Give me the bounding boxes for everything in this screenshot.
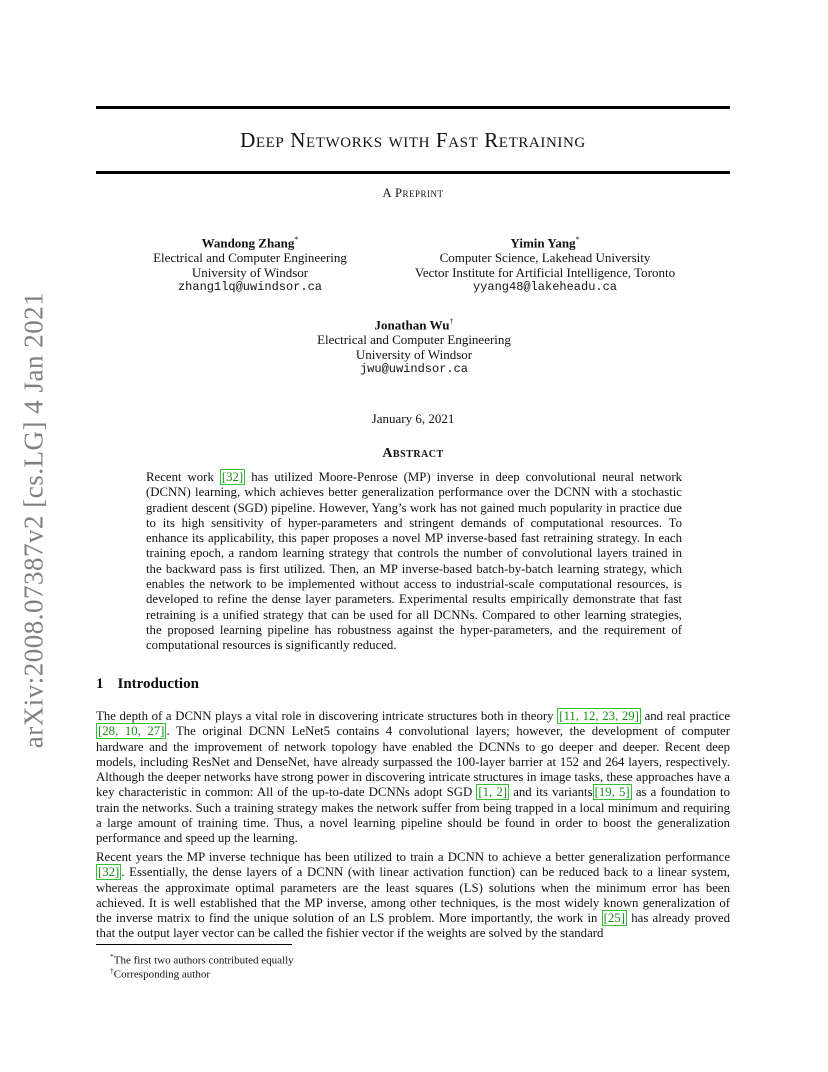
footnote-text: The first two authors contributed equally (113, 954, 294, 967)
paper-date: January 6, 2021 (371, 411, 455, 426)
author-mark: * (575, 235, 580, 244)
author-name: Jonathan Wu (374, 317, 450, 333)
author-affiliation: University of Windsor (355, 347, 473, 363)
section-number: 1 (96, 676, 104, 692)
footnote (110, 964, 210, 982)
abstract-body (146, 470, 682, 654)
author-email[interactable]: zhang1lq@uwindsor.ca (177, 280, 323, 295)
author-name: Yimin Yang (510, 235, 576, 251)
footnote-text: Corresponding author (113, 968, 210, 981)
citation-link[interactable]: [19, 5] (594, 785, 630, 800)
text-run: and its variants (509, 785, 593, 800)
citation-link[interactable]: [32] (98, 865, 120, 880)
body-paragraph (96, 850, 730, 942)
citation-link[interactable]: [28, 10, 27] (98, 724, 165, 739)
citation-link[interactable]: [32] (221, 470, 244, 484)
author-department: Computer Science, Lakehead University (439, 250, 651, 266)
author-department: Electrical and Computer Engineering (153, 250, 347, 266)
text-run: . Essentially, the dense layers of a DCNN (with linear activation function) can be reduced back to a linear system, whereas the approximate optimal parameters are the least squares (LS) solutions when the minimum error has been achieved. It is well established that the MP inverse, among other techniques, is the most widely known generalization of the inverse matrix to find the unique solution of an LS problem. More importantly, the work in (96, 865, 730, 926)
abstract-heading: Abstract (382, 446, 444, 461)
text-run: Recent work (146, 470, 220, 484)
citation-link[interactable]: [1, 2] (478, 785, 508, 800)
footnote-rule (96, 944, 292, 945)
text-run: and real practice (640, 709, 730, 723)
author-mark: * (294, 235, 299, 244)
body-paragraph (96, 709, 730, 847)
text-run: . The original DCNN LeNet5 contains 4 convolutional layers; however, the development of computer hardware and the improvement of network topology have enabled the DCNNs to go deeper and deeper. Recent deep models, including ResNet and DenseNet, have already surpassed the 100-layer barrier at 152 and 264 layers, respectively. Although the deeper networks have strong power in discovering intricate structures in image tasks, these approaches have a key characteristic in common: All of the up-to-date DCNNs adopt SGD (96, 724, 730, 800)
text-run: Recent years the MP inverse technique has been utilized to train a DCNN to achieve a better generalization performance (96, 850, 730, 864)
author-block (398, 232, 692, 295)
preprint-label: A Preprint (382, 186, 444, 200)
paper-title: Deep Networks with Fast Retraining (240, 128, 586, 152)
citation-link[interactable]: [11, 12, 23, 29] (559, 709, 639, 723)
footnote-mark: * (110, 952, 114, 961)
text-run: has already proved that the output layer vector can be called the fishier vector if the weights are solved by the standard (96, 911, 730, 941)
title-top-rule (96, 106, 730, 109)
author-name: Wandong Zhang (201, 235, 295, 251)
text-run: The depth of a DCNN plays a vital role in discovering intricate structures both in theory (96, 709, 558, 723)
title-bottom-rule (96, 171, 730, 174)
author-block (300, 314, 528, 377)
author-block (140, 232, 360, 295)
footnote-mark: † (110, 966, 114, 975)
citation-link[interactable]: [25] (603, 911, 625, 926)
section-heading (96, 676, 199, 693)
author-affiliation: University of Windsor (191, 265, 309, 281)
author-department: Electrical and Computer Engineering (317, 332, 511, 348)
arxiv-id-stamp: arXiv:2008.07387v2 [cs.LG] 4 Jan 2021 (18, 291, 49, 749)
author-email[interactable]: yyang48@lakeheadu.ca (472, 280, 618, 295)
author-affiliation: Vector Institute for Artificial Intelligence, Toronto (414, 265, 676, 281)
author-email[interactable]: jwu@uwindsor.ca (359, 362, 469, 377)
text-run: has utilized Moore-Penrose (MP) inverse in deep convolutional neural network (DCNN) learning, which achieves better generalization performance over the DCNN with a stochastic gradient descent (SGD) pipeline. However, Yang’s work has not gained much popularity in practice due to its high sensitivity of hyper-parameters and stringent demands of computational resources. To enhance its applicability, this paper proposes a novel MP inverse-based fast retraining strategy. In each training epoch, a random learning strategy that controls the number of convolutional layers trained in the backward pass is first utilized. Then, an MP inverse-based batch-by-batch learning strategy, which enables the network to be implemented without access to industrial-scale computational resources, is developed to refine the dense layer parameters. Experimental results empirically demonstrate that fast retraining is a unified strategy that can be used for all DCNNs. Compared to other learning strategies, the proposed learning pipeline has robustness against the hyper-parameters, and the requirement of computational resources is significantly reduced. (146, 470, 682, 653)
text-run: as a foundation to train the networks. Such a training strategy makes the network suffer from being trapped in a local minimum and requiring a large amount of training time. Thus, a novel learning pipeline should be found in order to boost the generalization performance and speed up the learning. (96, 785, 730, 846)
section-title: Introduction (117, 676, 199, 692)
author-mark: † (449, 317, 454, 326)
